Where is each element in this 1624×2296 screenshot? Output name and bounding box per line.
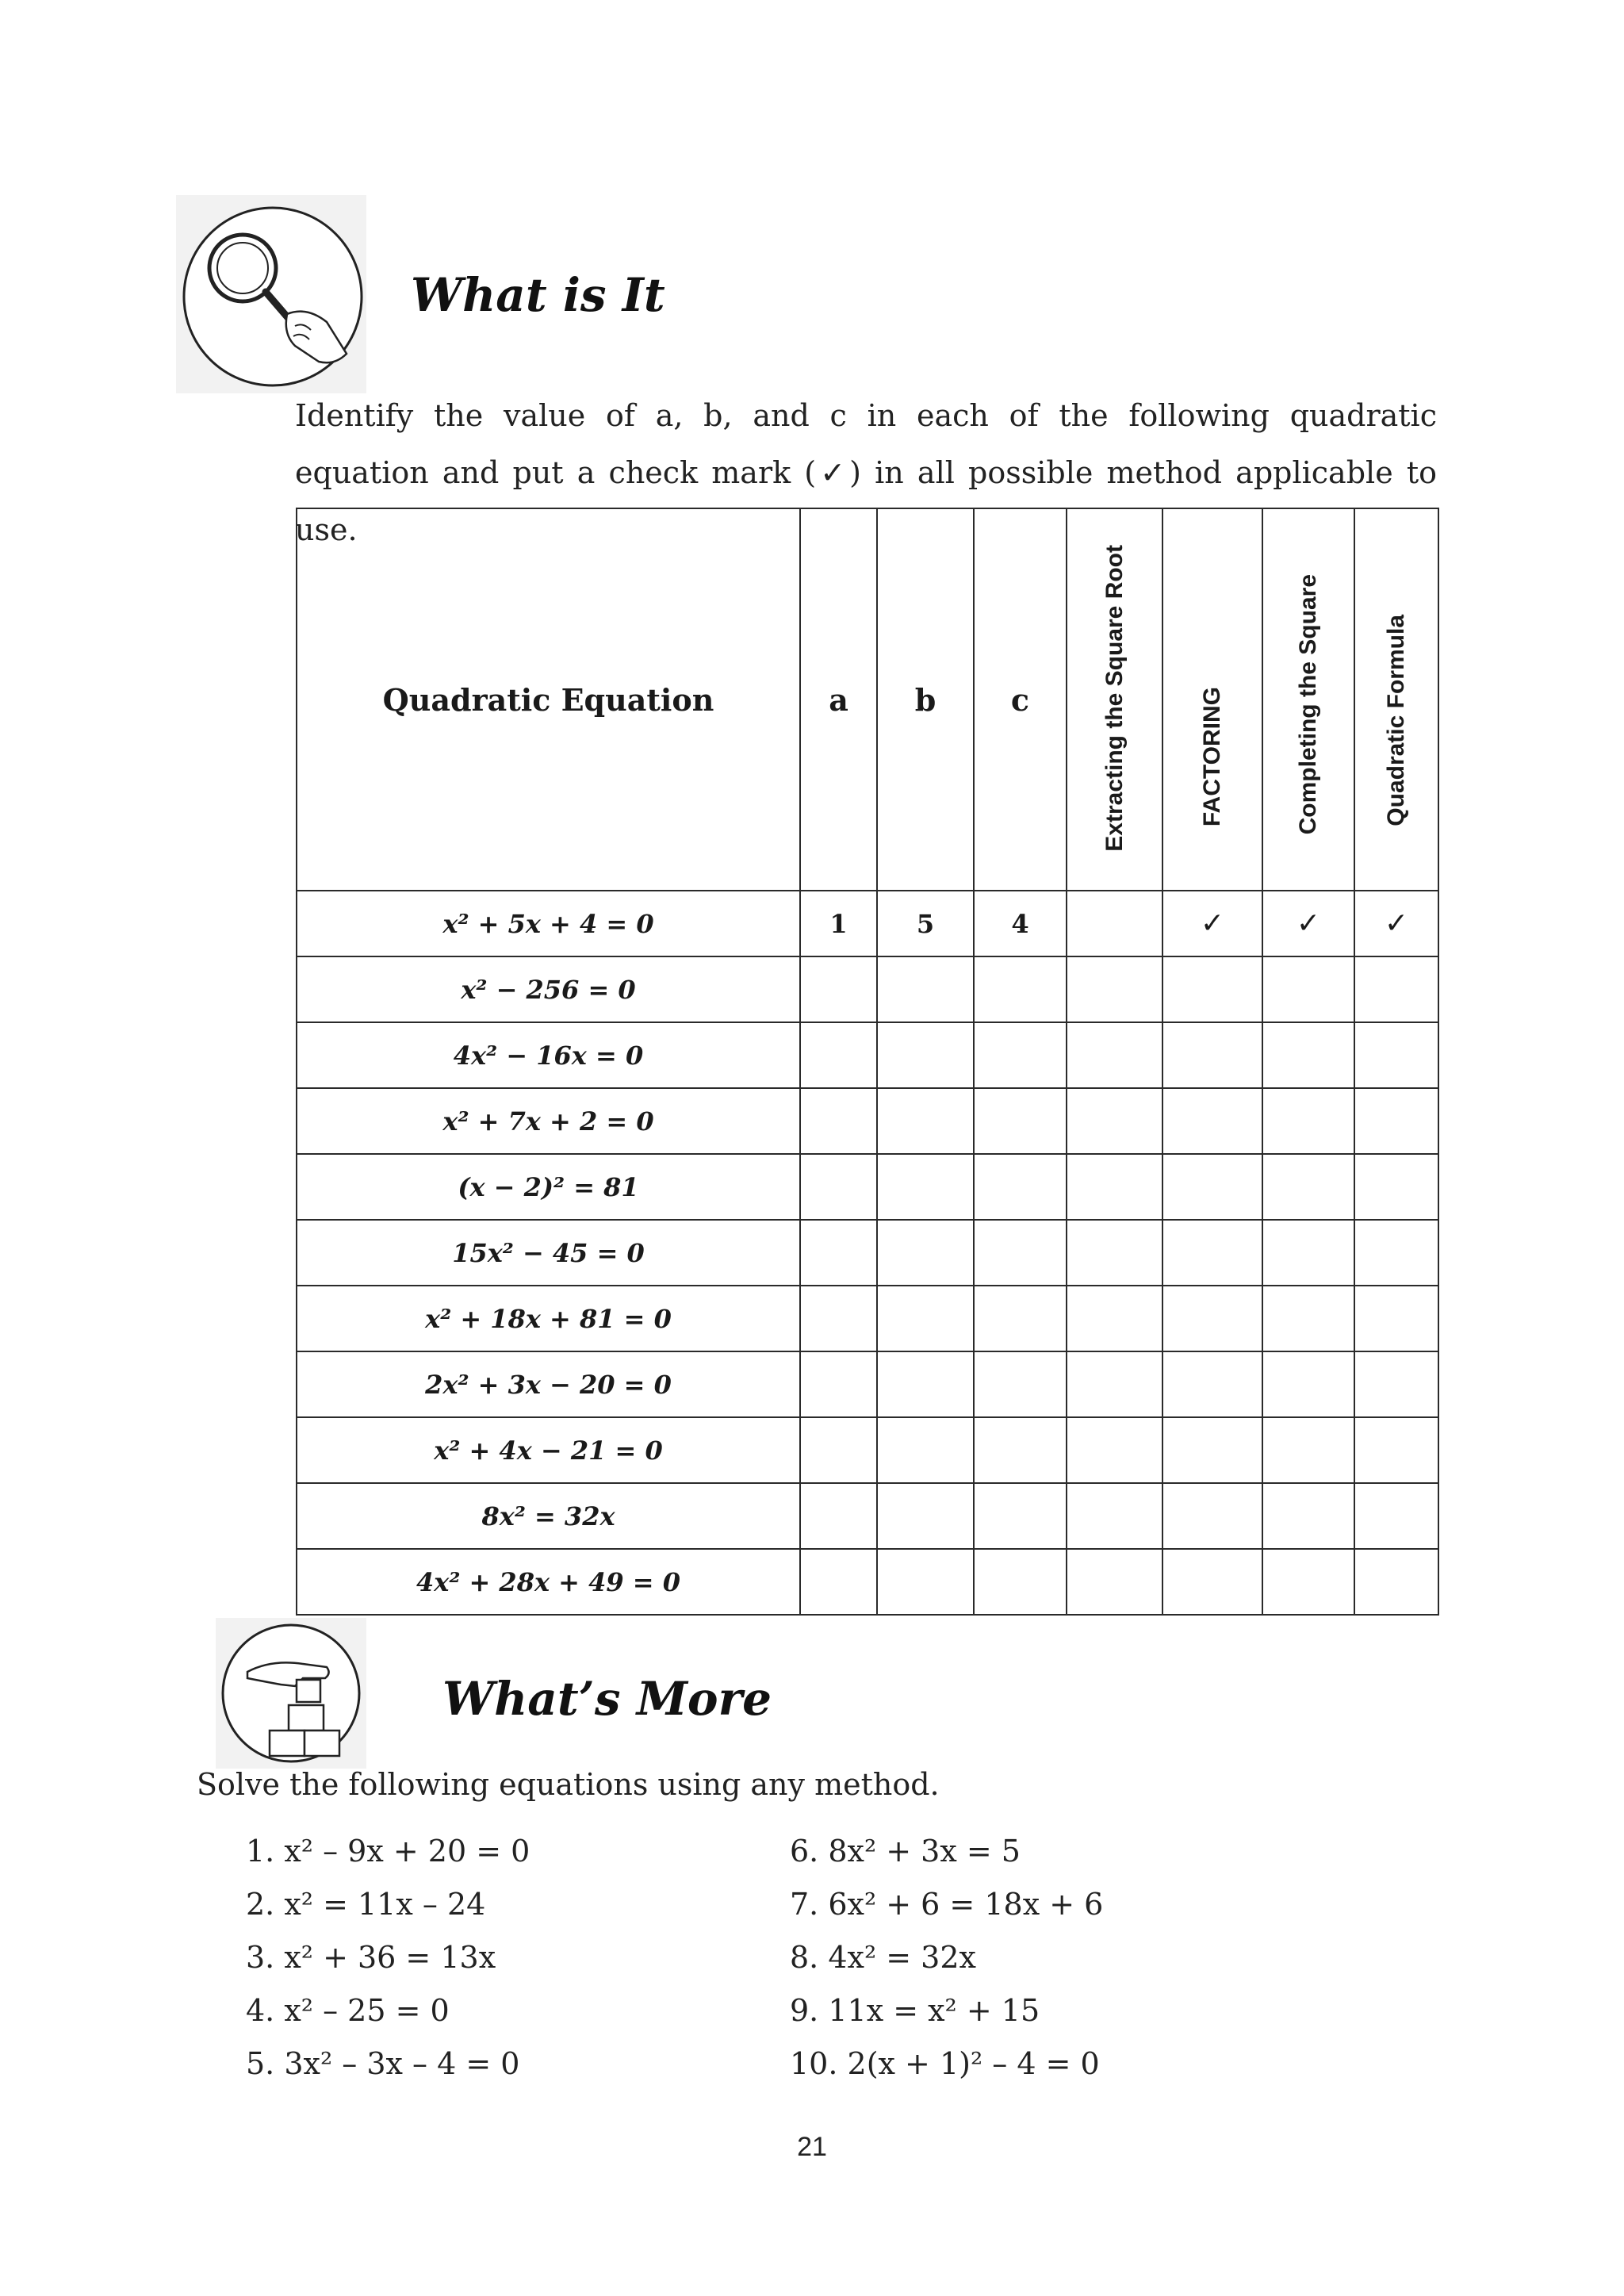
b-cell[interactable] — [877, 1088, 974, 1154]
factoring-check-cell[interactable] — [1162, 1154, 1262, 1220]
stacking-blocks-icon — [216, 1618, 366, 1769]
equation-cell: 8x² = 32x — [297, 1483, 800, 1549]
header-quadratic-formula-label: Quadratic Formula — [1383, 615, 1409, 826]
list-item: 2. x² = 11x – 24 — [246, 1887, 486, 1922]
extracting-check-cell[interactable] — [1067, 1549, 1162, 1615]
table-row — [297, 1549, 1438, 1615]
completing-check-cell[interactable] — [1262, 1088, 1354, 1154]
b-cell[interactable] — [877, 1351, 974, 1417]
c-cell[interactable] — [974, 1022, 1067, 1088]
equation-cell: 4x² + 28x + 49 = 0 — [297, 1549, 800, 1615]
extracting-check-cell[interactable] — [1067, 891, 1162, 956]
equation-cell: 4x² − 16x = 0 — [297, 1022, 800, 1088]
a-cell[interactable] — [800, 1154, 877, 1220]
list-item: 3. x² + 36 = 13x — [246, 1940, 496, 1975]
c-cell[interactable] — [974, 1417, 1067, 1483]
c-cell[interactable] — [974, 1088, 1067, 1154]
formula-check-cell[interactable] — [1354, 1483, 1438, 1549]
b-cell[interactable] — [877, 1286, 974, 1351]
formula-check-cell[interactable] — [1354, 1088, 1438, 1154]
table-row — [297, 1417, 1438, 1483]
magnifying-glass-icon — [176, 195, 366, 393]
extracting-check-cell[interactable] — [1067, 1022, 1162, 1088]
table-row — [297, 1154, 1438, 1220]
extracting-check-cell[interactable] — [1067, 1154, 1162, 1220]
c-cell[interactable] — [974, 1220, 1067, 1286]
c-cell[interactable] — [974, 1286, 1067, 1351]
equation-cell: x² + 7x + 2 = 0 — [297, 1088, 800, 1154]
header-factoring-label: FACTORING — [1199, 686, 1225, 826]
section-title-what-is-it: What is It — [411, 268, 665, 322]
factoring-check-cell[interactable] — [1162, 1022, 1262, 1088]
a-cell[interactable] — [800, 1417, 877, 1483]
table-row — [297, 1088, 1438, 1154]
b-cell[interactable] — [877, 1549, 974, 1615]
extracting-check-cell[interactable] — [1067, 1088, 1162, 1154]
c-cell[interactable] — [974, 1483, 1067, 1549]
factoring-check-cell[interactable]: ✓ — [1162, 891, 1262, 956]
b-cell[interactable] — [877, 1022, 974, 1088]
b-cell[interactable] — [877, 956, 974, 1022]
formula-check-cell[interactable] — [1354, 1286, 1438, 1351]
a-cell[interactable] — [800, 1022, 877, 1088]
a-cell[interactable] — [800, 956, 877, 1022]
table-row — [297, 1351, 1438, 1417]
equation-cell: x² + 4x − 21 = 0 — [297, 1417, 800, 1483]
extracting-check-cell[interactable] — [1067, 1286, 1162, 1351]
completing-check-cell[interactable] — [1262, 1351, 1354, 1417]
equation-cell: x² + 5x + 4 = 0 — [297, 891, 800, 956]
equation-cell: (x − 2)² = 81 — [297, 1154, 800, 1220]
table-row — [297, 1286, 1438, 1351]
equation-cell: 15x² − 45 = 0 — [297, 1220, 800, 1286]
whats-more-intro: Solve the following equations using any method. — [197, 1767, 940, 1802]
header-completing-the-square-label: Completing the Square — [1295, 573, 1321, 834]
header-b: b — [877, 508, 974, 891]
factoring-check-cell[interactable] — [1162, 1483, 1262, 1549]
a-cell[interactable] — [800, 1549, 877, 1615]
completing-check-cell[interactable] — [1262, 956, 1354, 1022]
completing-check-cell[interactable] — [1262, 1154, 1354, 1220]
formula-check-cell[interactable] — [1354, 1351, 1438, 1417]
extracting-check-cell[interactable] — [1067, 1417, 1162, 1483]
formula-check-cell[interactable] — [1354, 956, 1438, 1022]
a-cell[interactable] — [800, 1351, 877, 1417]
completing-check-cell[interactable] — [1262, 1483, 1354, 1549]
list-item: 10. 2(x + 1)² – 4 = 0 — [790, 2046, 1100, 2081]
factoring-check-cell[interactable] — [1162, 956, 1262, 1022]
formula-check-cell[interactable] — [1354, 1022, 1438, 1088]
formula-check-cell[interactable] — [1354, 1549, 1438, 1615]
completing-check-cell[interactable] — [1262, 1022, 1354, 1088]
completing-check-cell[interactable] — [1262, 1220, 1354, 1286]
b-cell[interactable] — [877, 1154, 974, 1220]
list-item: 7. 6x² + 6 = 18x + 6 — [790, 1887, 1104, 1922]
header-quadratic-equation: Quadratic Equation — [297, 508, 800, 891]
b-cell[interactable] — [877, 1483, 974, 1549]
b-cell[interactable] — [877, 1220, 974, 1286]
header-extracting-square-root — [1067, 508, 1162, 891]
completing-check-cell[interactable] — [1262, 1417, 1354, 1483]
header-c: c — [974, 508, 1067, 891]
b-cell[interactable]: 5 — [877, 891, 974, 956]
factoring-check-cell[interactable] — [1162, 1088, 1262, 1154]
a-cell[interactable]: 1 — [800, 891, 877, 956]
table-row — [297, 1220, 1438, 1286]
extracting-check-cell[interactable] — [1067, 1351, 1162, 1417]
factoring-check-cell[interactable] — [1162, 1220, 1262, 1286]
table-row — [297, 1022, 1438, 1088]
factoring-check-cell[interactable] — [1162, 1286, 1262, 1351]
completing-check-cell[interactable] — [1262, 1286, 1354, 1351]
formula-check-cell[interactable] — [1354, 1417, 1438, 1483]
table-header-row — [297, 508, 1438, 891]
list-item: 1. x² – 9x + 20 = 0 — [246, 1834, 530, 1869]
section-title-whats-more: What’s More — [442, 1672, 772, 1726]
header-completing-the-square — [1262, 508, 1354, 891]
c-cell[interactable]: 4 — [974, 891, 1067, 956]
a-cell[interactable] — [800, 1088, 877, 1154]
formula-check-cell[interactable] — [1354, 1154, 1438, 1220]
factoring-check-cell[interactable] — [1162, 1549, 1262, 1615]
list-item: 5. 3x² – 3x – 4 = 0 — [246, 2046, 520, 2081]
c-cell[interactable] — [974, 956, 1067, 1022]
formula-check-cell[interactable] — [1354, 1220, 1438, 1286]
instructions-text: Identify the value of a, b, and c in each of the following quadratic equation and put a check mark (✓) in all possible method applicable to use. — [295, 398, 1437, 547]
extracting-check-cell[interactable] — [1067, 1220, 1162, 1286]
c-cell[interactable] — [974, 1549, 1067, 1615]
completing-check-cell[interactable] — [1262, 1549, 1354, 1615]
extracting-check-cell[interactable] — [1067, 1483, 1162, 1549]
factoring-check-cell[interactable] — [1162, 1351, 1262, 1417]
extracting-check-cell[interactable] — [1067, 956, 1162, 1022]
list-item: 8. 4x² = 32x — [790, 1940, 976, 1975]
equation-cell: x² + 18x + 81 = 0 — [297, 1286, 800, 1351]
header-a: a — [800, 508, 877, 891]
header-extracting-square-root-label: Extracting the Square Root — [1101, 545, 1128, 852]
a-cell[interactable] — [800, 1286, 877, 1351]
a-cell[interactable] — [800, 1483, 877, 1549]
list-item: 4. x² – 25 = 0 — [246, 1993, 450, 2028]
page-number: 21 — [797, 2132, 827, 2162]
formula-check-cell[interactable]: ✓ — [1354, 891, 1438, 956]
quadratic-equation-table — [296, 508, 1439, 1616]
completing-check-cell[interactable]: ✓ — [1262, 891, 1354, 956]
b-cell[interactable] — [877, 1417, 974, 1483]
table-row — [297, 956, 1438, 1022]
factoring-check-cell[interactable] — [1162, 1417, 1262, 1483]
list-item: 6. 8x² + 3x = 5 — [790, 1834, 1021, 1869]
equation-cell: x² − 256 = 0 — [297, 956, 800, 1022]
table-row — [297, 1483, 1438, 1549]
table-row — [297, 891, 1438, 956]
a-cell[interactable] — [800, 1220, 877, 1286]
list-item: 9. 11x = x² + 15 — [790, 1993, 1040, 2028]
equation-cell: 2x² + 3x − 20 = 0 — [297, 1351, 800, 1417]
c-cell[interactable] — [974, 1154, 1067, 1220]
header-quadratic-formula — [1354, 508, 1438, 891]
c-cell[interactable] — [974, 1351, 1067, 1417]
header-factoring — [1162, 508, 1262, 891]
